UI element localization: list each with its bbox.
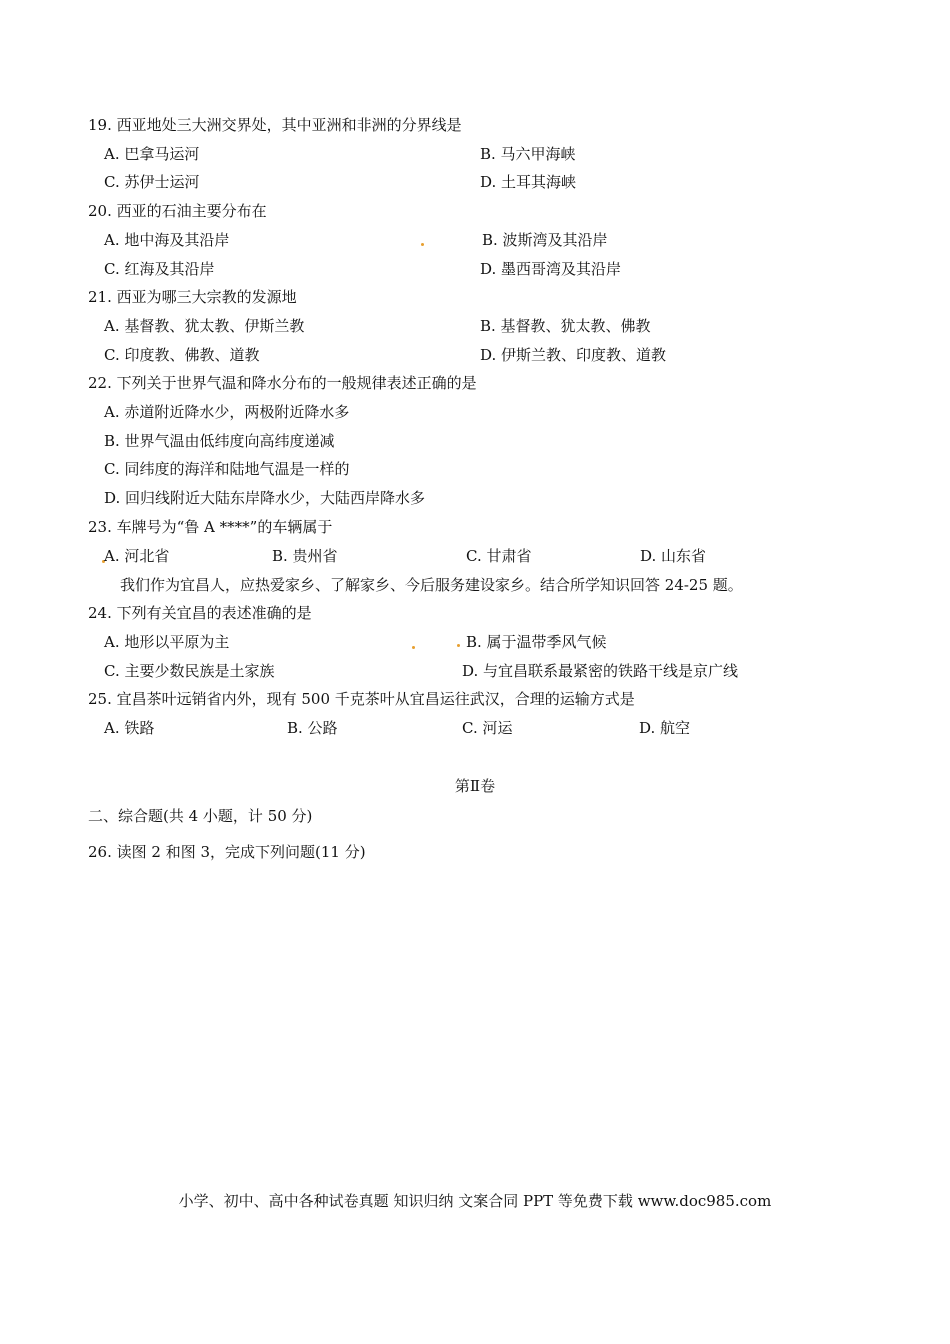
decorative-dot xyxy=(457,644,460,647)
q26-stem: 26. 读图 2 和图 3，完成下列问题(11 分) xyxy=(88,843,366,861)
q19-option-b: B. 马六甲海峡 xyxy=(480,145,576,163)
q20-option-b: B. 波斯湾及其沿岸 xyxy=(482,231,608,249)
q22-option-c: C. 同纬度的海洋和陆地气温是一样的 xyxy=(104,460,350,478)
q21-stem: 21. 西亚为哪三大宗教的发源地 xyxy=(88,288,297,306)
q22-option-d: D. 回归线附近大陆东岸降水少，大陆西岸降水多 xyxy=(104,489,426,507)
q25-stem: 25. 宜昌茶叶远销省内外，现有 500 千克茶叶从宜昌运往武汉，合理的运输方式是 xyxy=(88,690,635,708)
q25-option-d: D. 航空 xyxy=(639,719,691,737)
q21-option-d: D. 伊斯兰教、印度教、道教 xyxy=(480,346,667,364)
q25-option-c: C. 河运 xyxy=(462,719,513,737)
q20-option-c: C. 红海及其沿岸 xyxy=(104,260,215,278)
intro-24-25: 我们作为宜昌人，应热爱家乡、了解家乡、今后服务建设家乡。结合所学知识回答 24-25 题。 xyxy=(120,576,743,594)
q23-stem: 23. 车牌号为“鲁 A ****”的车辆属于 xyxy=(88,518,333,536)
q24-option-b: B. 属于温带季风气候 xyxy=(466,633,607,651)
q24-option-d: D. 与宜昌联系最紧密的铁路干线是京广线 xyxy=(462,662,739,680)
q23-option-a: A. 河北省 xyxy=(104,547,170,565)
q21-option-a: A. 基督教、犹太教、伊斯兰教 xyxy=(104,317,305,335)
decorative-dot xyxy=(421,243,424,246)
q23-option-d: D. 山东省 xyxy=(640,547,707,565)
q21-option-b: B. 基督教、犹太教、佛教 xyxy=(480,317,651,335)
q22-stem: 22. 下列关于世界气温和降水分布的一般规律表述正确的是 xyxy=(88,374,477,392)
q24-stem: 24. 下列有关宜昌的表述准确的是 xyxy=(88,604,312,622)
q19-option-d: D. 土耳其海峡 xyxy=(480,173,577,191)
q20-stem: 20. 西亚的石油主要分布在 xyxy=(88,202,267,220)
q25-option-a: A. 铁路 xyxy=(104,719,155,737)
decorative-dot xyxy=(412,646,415,649)
q23-option-b: B. 贵州省 xyxy=(272,547,338,565)
q20-option-a: A. 地中海及其沿岸 xyxy=(104,231,230,249)
q21-option-c: C. 印度教、佛教、道教 xyxy=(104,346,260,364)
q23-option-c: C. 甘肃省 xyxy=(466,547,532,565)
q22-option-a: A. 赤道附近降水少，两极附近降水多 xyxy=(104,403,350,421)
section-heading: 二、综合题(共 4 小题，计 50 分) xyxy=(88,807,313,825)
q19-option-a: A. 巴拿马运河 xyxy=(104,145,200,163)
q19-option-c: C. 苏伊士运河 xyxy=(104,173,200,191)
q24-option-c: C. 主要少数民族是土家族 xyxy=(104,662,275,680)
q25-option-b: B. 公路 xyxy=(287,719,338,737)
q24-option-a: A. 地形以平原为主 xyxy=(104,633,230,651)
q20-option-d: D. 墨西哥湾及其沿岸 xyxy=(480,260,622,278)
volume-title: 第Ⅱ卷 xyxy=(454,777,496,795)
page-footer: 小学、初中、高中各种试卷真题 知识归纳 文案合同 PPT 等免费下载 www.doc985.com xyxy=(178,1192,772,1210)
q22-option-b: B. 世界气温由低纬度向高纬度递减 xyxy=(104,432,335,450)
q19-stem: 19. 西亚地处三大洲交界处，其中亚洲和非洲的分界线是 xyxy=(88,116,462,134)
